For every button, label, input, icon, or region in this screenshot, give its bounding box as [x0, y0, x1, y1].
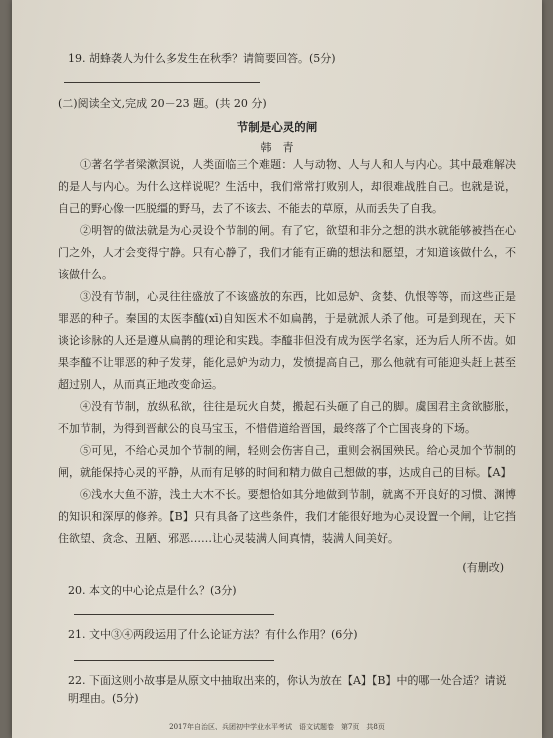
answer-line-20[interactable]: [74, 614, 274, 615]
paragraph-6: ⑥浅水大鱼不游，浅土大木不长。要想恰如其分地做到节制，就离不开良好的习惯、渊博的知识和深厚的修养。【B】只有具备了这些条件，我们才能很好地为心灵设置一个闸，让它挡住欲望、贪念、丑陋、邪恶……让心灵装满人间真情，装满人间美好。: [58, 488, 516, 545]
question-19: 19. 胡蜂袭人为什么多发生在秋季？请简要回答。(5分): [68, 52, 336, 65]
source-note: (有删改): [462, 561, 504, 574]
section-heading: (二)阅读全文,完成 20－23 题。(共 20 分): [58, 97, 267, 110]
paragraph-4: ④没有节制，放纵私欲，往往是玩火自焚，搬起石头砸了自己的脚。虞国君主贪欲膨胀，不加节制，为得到晋献公的良马宝玉，不惜借道给晋国，最终落了个亡国丧身的下场。: [58, 400, 516, 435]
question-20: 20. 本文的中心论点是什么？(3分): [68, 584, 237, 597]
answer-line-19[interactable]: [64, 82, 260, 83]
answer-line-21[interactable]: [74, 660, 274, 661]
article-body: [58, 154, 516, 550]
article-author: 韩 青: [260, 141, 294, 154]
question-22: 22. 下面这则小故事是从原文中抽取出来的，你认为放在【A】【B】中的哪一处合适？请说明理由。(5分): [68, 674, 507, 705]
paragraph-3: ③没有节制，心灵往往盛放了不该盛放的东西，比如忌妒、贪婪、仇恨等等，而这些正是罪恶的种子。秦国的太医李醯(xī)自知医术不如扁鹊，于是就派人杀了他。可是到现在，天下谈论诊脉的人还是遵从扁鹊的理论和实践。李醯非但没有成为医学名家，还为后人所不齿。如果李醯不让罪恶的种子发芽，能化忌妒为动力，发愤提高自己，那么他就有可能迎头赶上甚至超过别人，从而真正地改变命运。: [58, 290, 516, 391]
paragraph-2: ②明智的做法就是为心灵设个节制的闸。有了它，欲望和非分之想的洪水就能够被挡在心门之外，人才会变得宁静。只有心静了，我们才能有正确的想法和愿望，才知道该做什么，不该做什么。: [58, 224, 516, 281]
question-21: 21. 文中③④两段运用了什么论证方法？有什么作用？(6分): [68, 628, 358, 641]
paragraph-1: ①著名学者梁漱溟说，人类面临三个难题：人与动物、人与人和人与内心。其中最难解决的是人与内心。为什么这样说呢？生活中，我们常常打败别人，却很难战胜自己。也就是说，自己的野心像一匹脱缰的野马，去了不该去、不能去的草原，从而丢失了自我。: [58, 158, 516, 215]
article-title: 节制是心灵的闸: [236, 120, 318, 134]
exam-paper: [12, 0, 542, 738]
paragraph-5: ⑤可见，不给心灵加个节制的闸，轻则会伤害自己，重则会祸国殃民。给心灵加个节制的闸，就能保持心灵的平静，从而有足够的时间和精力做自己想做的事，达成自己的目标。【A】: [58, 444, 516, 479]
page-footer: 2017年自治区、兵团初中学业水平考试 语文试题卷 第7页 共8页: [169, 723, 385, 731]
